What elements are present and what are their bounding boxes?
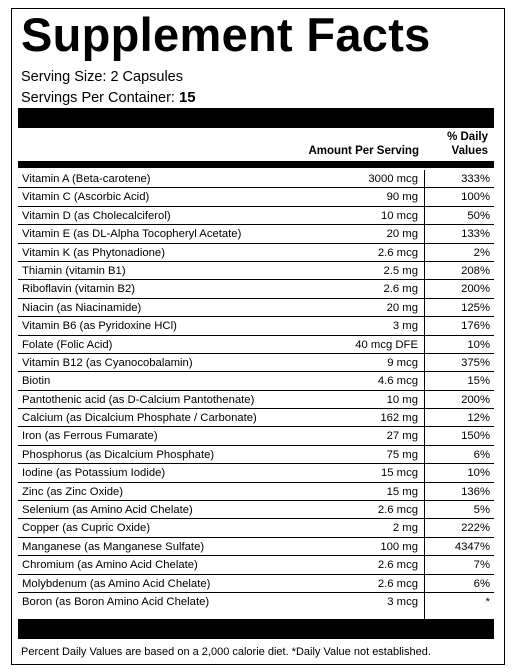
panel-title: Supplement Facts <box>21 8 431 61</box>
table-row <box>18 336 494 354</box>
nutrient-daily-value: 7% <box>473 559 490 572</box>
table-row <box>18 207 494 225</box>
nutrient-daily-value: * <box>485 595 490 608</box>
nutrient-daily-value: 15% <box>467 375 490 388</box>
nutrient-name: Copper (as Cupric Oxide) <box>22 522 151 535</box>
table-row <box>18 244 494 262</box>
nutrient-amount: 10 mg <box>386 393 418 406</box>
table-row <box>18 427 494 445</box>
nutrient-amount: 3 mg <box>392 320 418 333</box>
nutrient-name: Biotin <box>22 375 51 388</box>
nutrient-daily-value: 125% <box>461 301 490 314</box>
footnote: Percent Daily Values are based on a 2,000 calorie diet. *Daily Value not established. <box>21 646 431 658</box>
nutrient-amount: 2.6 mg <box>383 283 418 296</box>
nutrient-amount: 20 mg <box>386 228 418 241</box>
table-row <box>18 354 494 372</box>
daily-value-header-line2: Values <box>451 145 488 157</box>
nutrient-name: Molybdenum (as Amino Acid Chelate) <box>22 577 211 590</box>
nutrient-amount: 9 mcg <box>387 356 418 369</box>
thick-divider-bottom <box>18 619 494 639</box>
supplement-facts-panel <box>11 8 505 665</box>
nutrient-name: Chromium (as Amino Acid Chelate) <box>22 559 198 572</box>
table-row <box>18 391 494 409</box>
nutrient-amount: 27 mg <box>386 430 418 443</box>
table-row <box>18 464 494 482</box>
table-row <box>18 575 494 593</box>
nutrient-amount: 75 mg <box>386 448 418 461</box>
table-row <box>18 280 494 298</box>
table-row <box>18 409 494 427</box>
nutrient-table <box>18 170 494 611</box>
nutrient-amount: 10 mcg <box>380 209 418 222</box>
nutrient-amount: 2.6 mcg <box>377 246 418 259</box>
table-row <box>18 501 494 519</box>
nutrient-daily-value: 50% <box>467 209 490 222</box>
nutrient-name: Vitamin E (as DL-Alpha Tocopheryl Acetate) <box>22 228 242 241</box>
nutrient-daily-value: 100% <box>461 191 490 204</box>
nutrient-amount: 40 mcg DFE <box>355 338 418 351</box>
nutrient-amount: 15 mg <box>386 485 418 498</box>
nutrient-name: Calcium (as Dicalcium Phosphate / Carbonate) <box>22 412 257 425</box>
nutrient-daily-value: 4347% <box>454 540 490 553</box>
table-row <box>18 556 494 574</box>
nutrient-daily-value: 375% <box>461 356 490 369</box>
nutrient-amount: 90 mg <box>386 191 418 204</box>
daily-value-header <box>424 130 488 158</box>
nutrient-amount: 2.6 mcg <box>377 504 418 517</box>
servings-per-container <box>21 89 196 107</box>
nutrient-name: Riboflavin (vitamin B2) <box>22 283 136 296</box>
nutrient-amount: 2.6 mcg <box>377 559 418 572</box>
nutrient-amount: 15 mcg <box>380 467 418 480</box>
nutrient-amount: 100 mg <box>380 540 418 553</box>
nutrient-amount: 3 mcg <box>387 595 418 608</box>
nutrient-daily-value: 5% <box>473 504 490 517</box>
nutrient-name: Pantothenic acid (as D-Calcium Pantothenate) <box>22 393 255 406</box>
nutrient-daily-value: 200% <box>461 393 490 406</box>
table-row <box>18 519 494 537</box>
table-row <box>18 188 494 206</box>
nutrient-name: Iodine (as Potassium Iodide) <box>22 467 166 480</box>
serving-size: Serving Size: 2 Capsules <box>21 69 183 85</box>
nutrient-name: Folate (Folic Acid) <box>22 338 113 351</box>
nutrient-amount: 2.6 mcg <box>377 577 418 590</box>
nutrient-daily-value: 133% <box>461 228 490 241</box>
nutrient-daily-value: 136% <box>461 485 490 498</box>
nutrient-name: Thiamin (vitamin B1) <box>22 264 126 277</box>
nutrient-amount: 2.5 mg <box>383 264 418 277</box>
nutrient-amount: 162 mg <box>380 412 418 425</box>
nutrient-daily-value: 6% <box>473 577 490 590</box>
column-divider <box>424 170 425 619</box>
thick-divider-middle <box>18 161 494 168</box>
nutrient-daily-value: 200% <box>461 283 490 296</box>
nutrient-daily-value: 222% <box>461 522 490 535</box>
nutrient-name: Vitamin B12 (as Cyanocobalamin) <box>22 356 193 369</box>
table-row <box>18 170 494 188</box>
table-row <box>18 483 494 501</box>
table-row <box>18 538 494 556</box>
nutrient-name: Selenium (as Amino Acid Chelate) <box>22 504 193 517</box>
nutrient-name: Vitamin B6 (as Pyridoxine HCl) <box>22 320 177 333</box>
servings-per-container-label: Servings Per Container: <box>21 90 175 106</box>
nutrient-daily-value: 176% <box>461 320 490 333</box>
nutrient-amount: 3000 mcg <box>368 173 418 185</box>
table-row <box>18 446 494 464</box>
nutrient-name: Niacin (as Niacinamide) <box>22 301 142 314</box>
table-row <box>18 593 494 611</box>
table-row <box>18 225 494 243</box>
nutrient-name: Iron (as Ferrous Fumarate) <box>22 430 158 443</box>
nutrient-name: Boron (as Boron Amino Acid Chelate) <box>22 595 210 608</box>
nutrient-daily-value: 10% <box>467 467 490 480</box>
nutrient-name: Vitamin K (as Phytonadione) <box>22 246 165 259</box>
nutrient-name: Zinc (as Zinc Oxide) <box>22 485 124 498</box>
table-row <box>18 317 494 335</box>
nutrient-name: Phosphorus (as Dicalcium Phosphate) <box>22 448 215 461</box>
nutrient-daily-value: 333% <box>461 173 490 185</box>
nutrient-daily-value: 6% <box>473 448 490 461</box>
nutrient-name: Vitamin C (Ascorbic Acid) <box>22 191 150 204</box>
nutrient-name: Vitamin D (as Cholecalciferol) <box>22 209 171 222</box>
servings-per-container-value: 15 <box>178 89 196 106</box>
nutrient-amount: 4.6 mcg <box>377 375 418 388</box>
nutrient-daily-value: 12% <box>467 412 490 425</box>
nutrient-daily-value: 2% <box>473 246 490 259</box>
table-row <box>18 299 494 317</box>
nutrient-daily-value: 10% <box>467 338 490 351</box>
nutrient-amount: 20 mg <box>386 301 418 314</box>
amount-per-serving-header: Amount Per Serving <box>308 145 419 157</box>
nutrient-daily-value: 208% <box>461 264 490 277</box>
nutrient-amount: 2 mg <box>392 522 418 535</box>
table-row <box>18 372 494 390</box>
nutrient-name: Vitamin A (Beta-carotene) <box>22 173 151 185</box>
table-row <box>18 262 494 280</box>
nutrient-daily-value: 150% <box>461 430 490 443</box>
daily-value-header-line1: % Daily <box>447 131 488 143</box>
thick-divider-top <box>18 108 494 128</box>
nutrient-name: Manganese (as Manganese Sulfate) <box>22 540 205 553</box>
